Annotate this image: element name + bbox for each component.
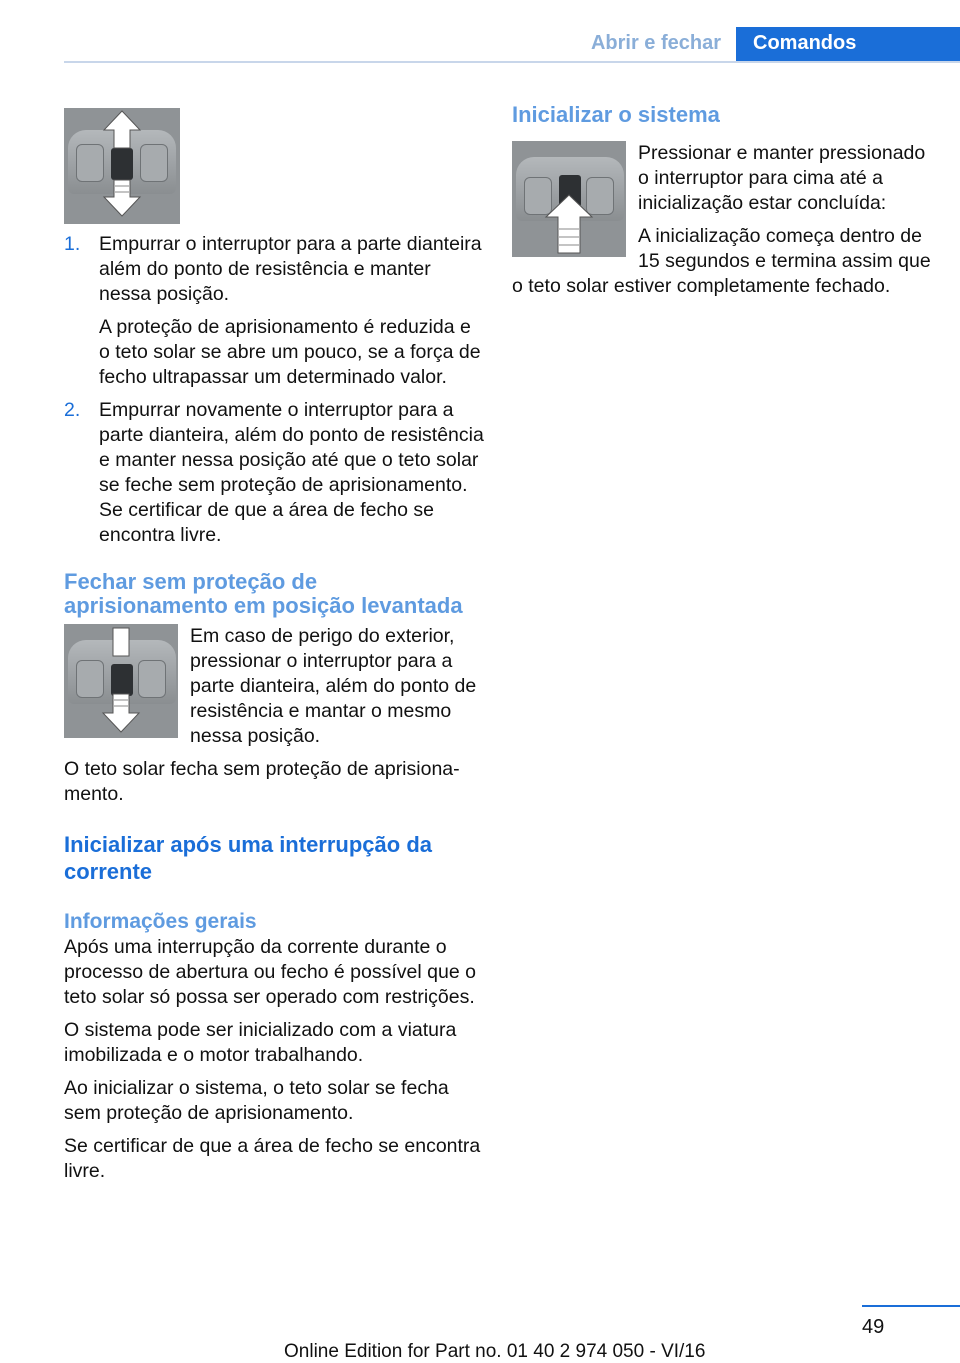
header-rule [64,61,960,63]
close-block [64,624,484,757]
header-chapter-tab: Comandos [736,27,960,61]
left-column [64,108,484,1192]
info-text: Ao inicializar o sistema, o teto solar se fecha sem proteção de aprisionamento. [64,1077,449,1124]
list-item [64,398,484,548]
close-text: Em caso de perigo do exterior, pressionar o interruptor para a parte dianteira, além do ponto de resistência e mantar o mesmo nessa posição. [190,625,477,747]
step-text: Empurrar novamente o interruptor para a parte dianteira, além do ponto de resistência e manter nessa posição até que o teto solar se feche sem proteção de aprisionamento. Se certificar de que a área de fecho se encontra livre. [99,399,484,546]
header-section-tab: Abrir e fechar [590,32,722,54]
up-down-arrow-icon [64,108,180,224]
steps-list [64,232,484,548]
switch-figure-push-pull [64,108,180,224]
switch-figure-up [512,141,626,257]
up-arrow-icon [512,141,626,257]
initialize-text: A inicialização começa dentro de 15 segundos e termina assim que o teto solar estiver completamente fechado. [512,225,931,297]
info-text: Se certificar de que a área de fecho se encontra livre. [64,1135,481,1182]
list-item [64,232,484,390]
initialize-block [512,141,932,307]
initialize-text: Pressionar e manter pressionado o interruptor para cima até a inicialização estar concluída: [638,142,926,214]
step-number: 2. [64,399,81,421]
section-heading-init: Inicializar após uma interrupção da corrente [64,832,432,884]
info-text: O sistema pode ser inicializado com a viatura imobilizada e o motor trabalhando. [64,1019,457,1066]
footer-rule [862,1305,960,1307]
step-number: 1. [64,233,81,255]
right-column [512,103,932,307]
section-heading-close: Fechar sem proteção de aprisionamento em posição levantada [64,569,463,618]
switch-figure-down [64,624,178,738]
down-arrow-icon [64,624,178,738]
step-text: Empurrar o interruptor para a parte dianteira além do ponto de resistência e manter nessa posição. [99,233,482,305]
edition-line: Online Edition for Part no. 01 40 2 974 050 - VI/16 [284,1341,706,1362]
section-heading-initialize: Inicializar o sistema [512,102,720,127]
step-text: A proteção de aprisionamento é reduzida e o teto solar se abre um pouco, se a força de fecho ultrapassar um determinado valor. [99,316,481,388]
close-result-text: O teto solar fecha sem proteção de aprisionamento. [64,758,460,805]
info-text: Após uma interrupção da corrente durante o processo de abertura ou fecho é possível que o teto solar só possa ser operado com restrições. [64,936,476,1008]
subheading-info: Informações gerais [64,910,257,933]
page-number: 49 [862,1316,885,1338]
